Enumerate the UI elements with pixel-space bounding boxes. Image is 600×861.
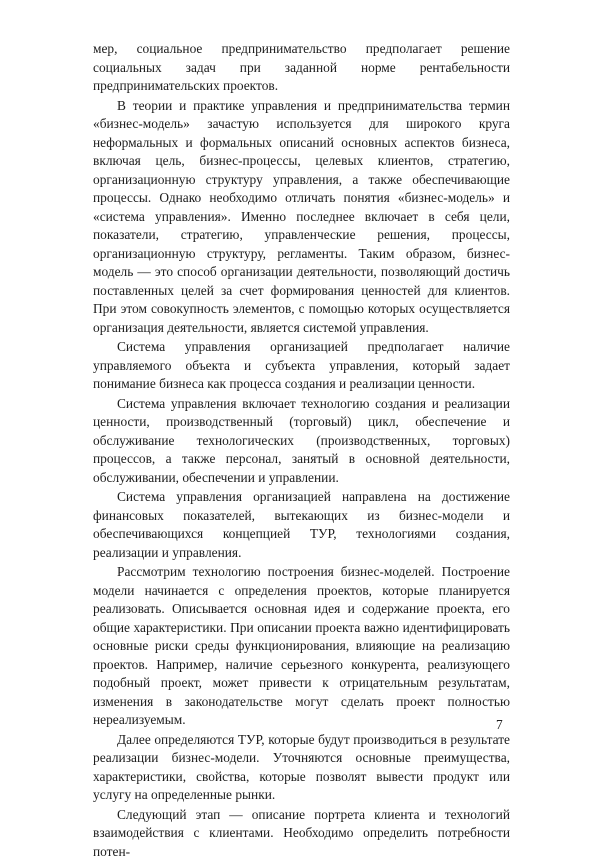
- paragraph-financial-indicators: Система управления организацией направлена на достижение финансовых показателей, вытекающих из бизнес-модели и обеспечивающихся концепцией ТУР, технологиями создания, реализации и управления.: [93, 488, 510, 562]
- page-number: 7: [496, 717, 503, 733]
- paragraph-client-portrait: Следующий этап — описание портрета клиента и технологий взаимодействия с клиентами. Необходимо определить потребности потен-: [93, 806, 510, 861]
- paragraph-business-model-term: В теории и практике управления и предпринимательства термин «бизнес-модель» зачастую используется для широкого круга неформальных и формальных описаний основных аспектов бизнеса, включая цель, бизнес-процессы, целевых клиентов, стратегию, организационную структуру управления, а также обеспечивающие процессы. Однако необходимо отличать понятия «бизнес-модель» и «система управления». Именно последнее включает в себя цели, показатели, стратегию, управленческие решения, процессы, организационную структуру, регламенты. Таким образом, бизнес-модель — это способ организации деятельности, позволяющий достичь поставленных целей за счет формирования ценностей для клиентов. При этом совокупность элементов, с помощью которых осуществляется организация деятельности, является системой управления.: [93, 97, 510, 338]
- paragraph-tur-definition: Далее определяются ТУР, которые будут производиться в результате реализации бизнес-модели. Уточняются основные преимущества, характеристики, свойства, которые позволят вывести продукт или услугу на определенные рынки.: [93, 731, 510, 805]
- body-text: [93, 40, 510, 861]
- paragraph-continuation: мер, социальное предпринимательство предполагает решение социальных задач при заданной норме рентабельности предпринимательских проектов.: [93, 40, 510, 96]
- paragraph-management-system-components: Система управления включает технологию создания и реализации ценности, производственный (торговый) цикл, обеспечение и обслуживание технологических (производственных, торговых) процессов, а также персонал, занятый в основной деятельности, обслуживании, обеспечении и управлении.: [93, 395, 510, 488]
- paragraph-building-technology: Рассмотрим технологию построения бизнес-моделей. Построение модели начинается с определения проектов, которые планируется реализовать. Описывается основная идея и содержание проекта, его общие характеристики. При описании проекта важно идентифицировать основные риски среды функционирования, влияющие на реализацию проектов. Например, наличие серьезного конкурента, реализующего подобный проект, может привести к отрицательным результатам, изменения в законодательстве могут сделать проект полностью нереализуемым.: [93, 563, 510, 730]
- paragraph-management-system-object: Система управления организацией предполагает наличие управляемого объекта и субъекта управления, который задает понимание бизнеса как процесса создания и реализации ценности.: [93, 338, 510, 394]
